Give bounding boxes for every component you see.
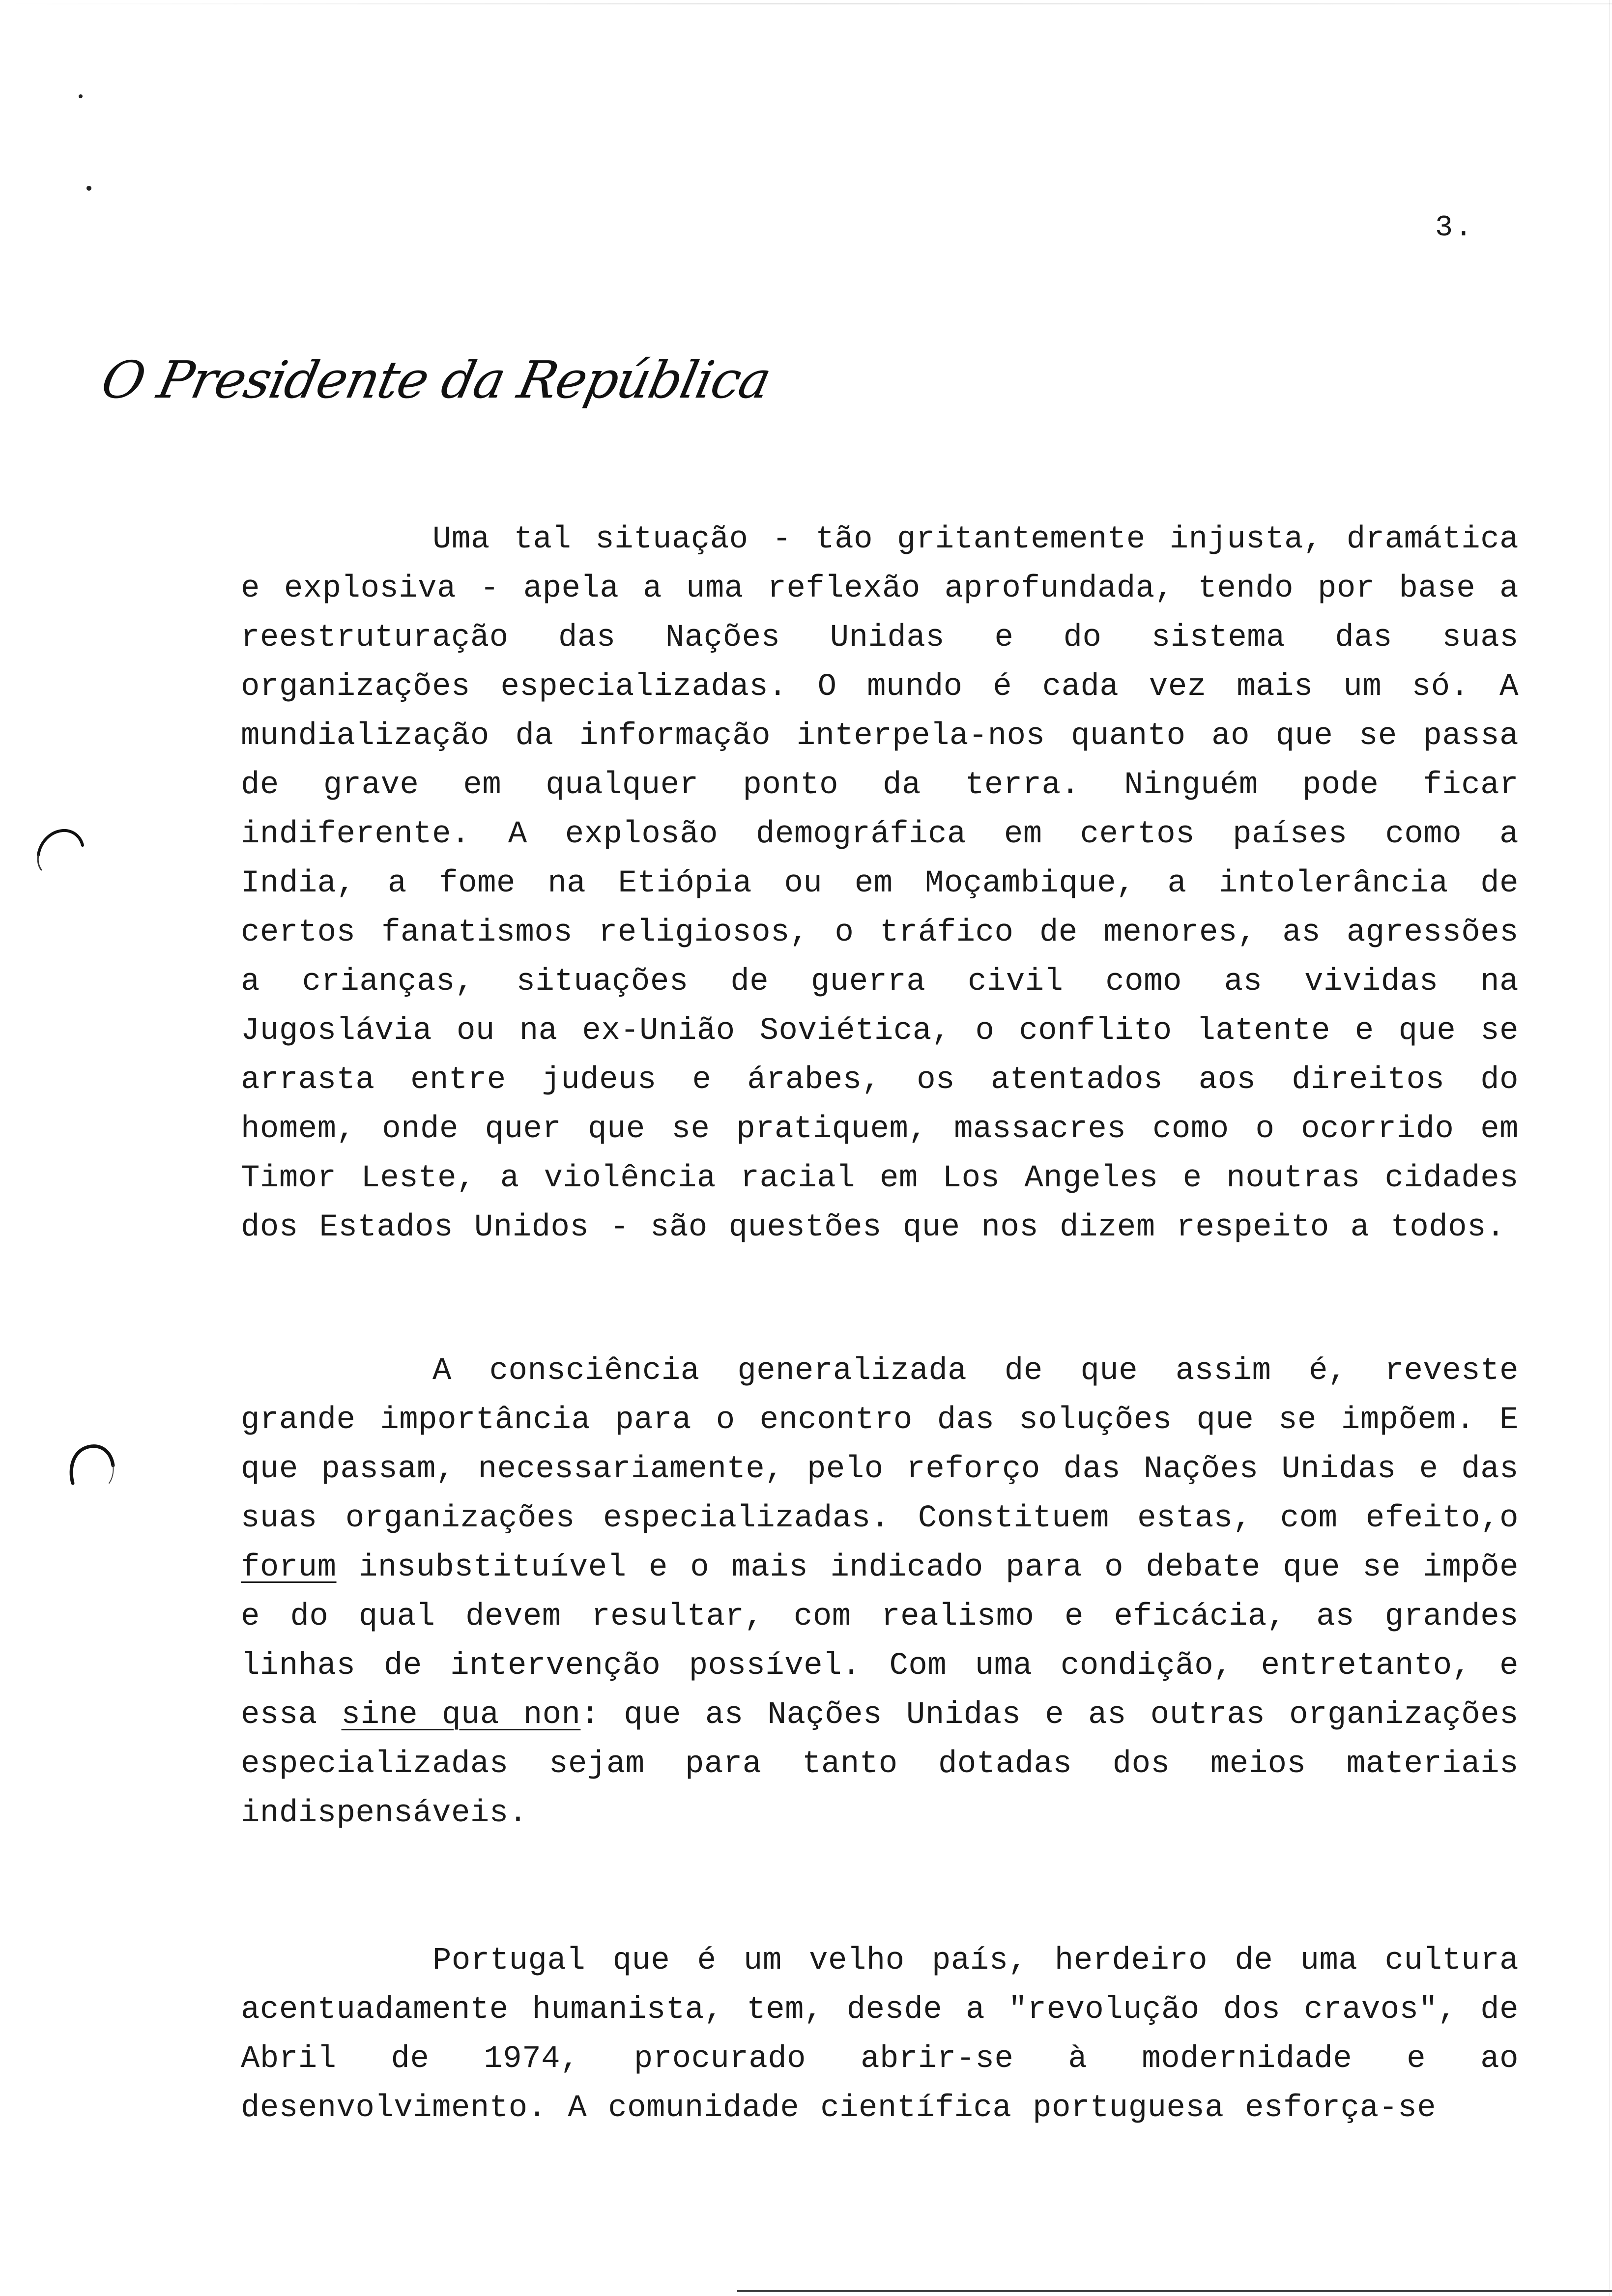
speck-mark bbox=[86, 186, 91, 191]
underlined-term-sine-qua-non: sine qua non bbox=[341, 1697, 581, 1733]
paragraph-2-part-2: insubstituível e o mais indicado para o debate que se impõe e do qual devem resultar, com realismo e eficácia, as grandes linhas de intervenção possível. Com uma condição, entretanto, e essa bbox=[241, 1550, 1519, 1733]
scan-edge-top bbox=[0, 3, 1612, 4]
paragraph-2 bbox=[241, 1347, 1519, 1838]
letterhead-title: O Presidente da República bbox=[96, 350, 776, 410]
hole-punch-icon bbox=[62, 1434, 121, 1493]
paragraph-1: Uma tal situação - tão gritantemente injusta, dramática e explosiva - apela a uma reflexão aprofundada, tendo por base a reestruturação das Nações Unidas e do sistema das suas organizações especializadas. O mundo é cada vez mais um só. A mundialização da informação interpela-nos quanto ao que se passa de grave em qualquer ponto da terra. Ninguém pode ficar indiferente. A explosão demográfica em certos países como a India, a fome na Etiópia ou em Moçambique, a intolerância de certos fanatismos religiosos, o tráfico de menores, as agressões a crianças, situações de guerra civil como as vividas na Jugoslávia ou na ex-União Soviética, o conflito latente e que se arrasta entre judeus e árabes, os atentados aos direitos do homem, onde quer que se pratiquem, massacres como o ocorrido em Timor Leste, a violência racial em Los Angeles e noutras cidades dos Estados Unidos - são questões que nos dizem respeito a todos. bbox=[241, 522, 1519, 1245]
paragraph-2-part-3: : que as Nações Unidas e as outras organizações especializadas sejam para tanto dotadas dos meios materiais indispensáveis. bbox=[241, 1697, 1519, 1831]
scan-edge-right bbox=[1609, 0, 1610, 2296]
scan-edge-bottom bbox=[737, 2290, 1612, 2292]
hole-punch-icon bbox=[29, 816, 88, 875]
paragraph-3: Portugal que é um velho país, herdeiro de uma cultura acentuadamente humanista, tem, desde a "revolução dos cravos", de Abril de 1974, procurado abrir-se à modernidade e ao desenvolvimento. A comunidade científica portuguesa esforça-se bbox=[241, 1943, 1519, 2126]
paragraph-2-part-1: A consciência generalizada de que assim é, reveste grande importância para o encontro das soluções que se impõem. E que passam, necessariamente, pelo reforço das Nações Unidas e das suas organizações especializadas. Constituem estas, com efeito,o bbox=[241, 1353, 1519, 1536]
page-number: 3. bbox=[1435, 211, 1475, 245]
underlined-term-forum: forum bbox=[241, 1550, 337, 1585]
speck-mark bbox=[79, 94, 83, 98]
